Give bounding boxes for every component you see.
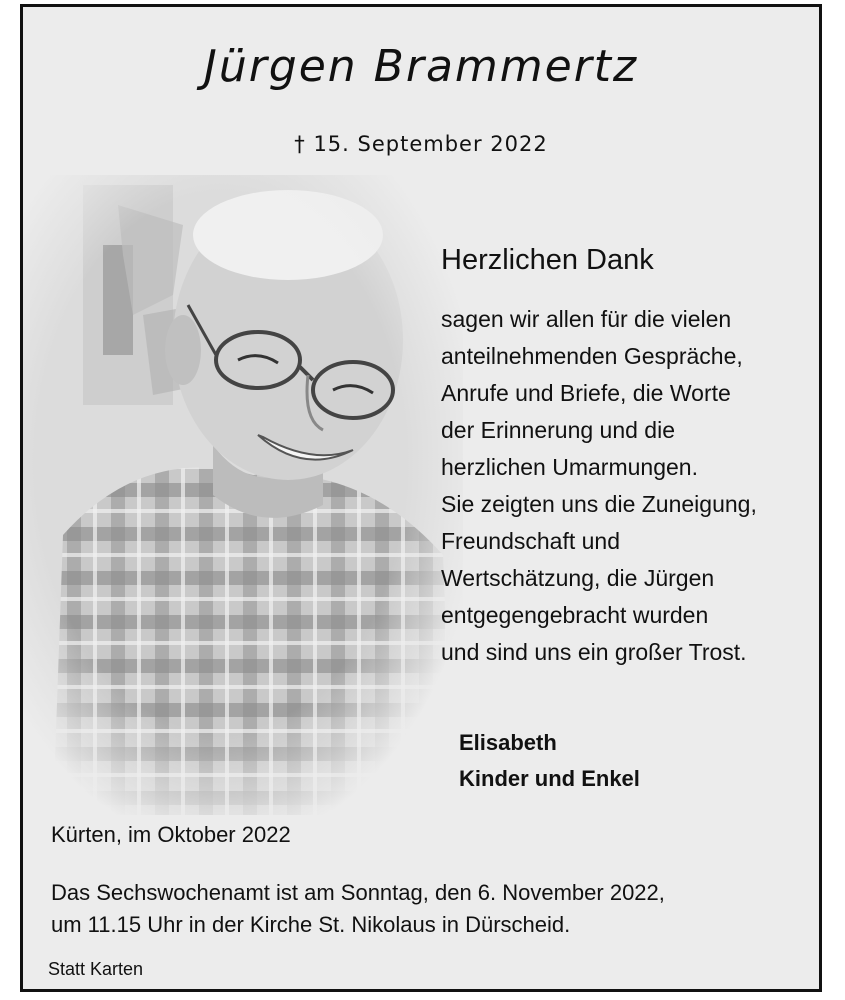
death-date: † 15. September 2022 — [294, 132, 548, 156]
thanks-line: anteilnehmenden Gespräche, — [441, 343, 743, 369]
place-date: Kürten, im Oktober 2022 — [51, 822, 291, 847]
signature-line-1: Elisabeth — [459, 730, 557, 755]
signature — [459, 725, 640, 797]
notice-line-1: Das Sechswochenamt ist am Sonntag, den 6. November 2022, — [51, 880, 665, 905]
thanks-line: herzlichen Umarmungen. — [441, 454, 698, 480]
obituary-card — [20, 4, 822, 992]
thanks-line: Freundschaft und — [441, 528, 621, 554]
thanks-line: der Erinnerung und die — [441, 417, 675, 443]
footer-note: Statt Karten — [48, 959, 144, 979]
signature-line-2: Kinder und Enkel — [459, 766, 640, 791]
thanks-line: entgegengebracht wurden — [441, 602, 709, 628]
notice-line-2: um 11.15 Uhr in der Kirche St. Nikolaus in Dürscheid. — [51, 912, 571, 937]
thanks-line: Anrufe und Briefe, die Worte — [441, 380, 731, 406]
thanks-title: Herzlichen Dank — [441, 244, 654, 276]
thanks-text — [441, 301, 821, 671]
thanks-line: sagen wir allen für die vielen — [441, 306, 732, 332]
thanks-line: und sind uns ein großer Trost. — [441, 639, 747, 665]
deceased-name: Jürgen Brammertz — [203, 41, 639, 92]
mass-notice — [51, 877, 665, 941]
thanks-line: Wertschätzung, die Jürgen — [441, 565, 715, 591]
thanks-line: Sie zeigten uns die Zuneigung, — [441, 491, 757, 517]
portrait-photo — [23, 175, 463, 815]
